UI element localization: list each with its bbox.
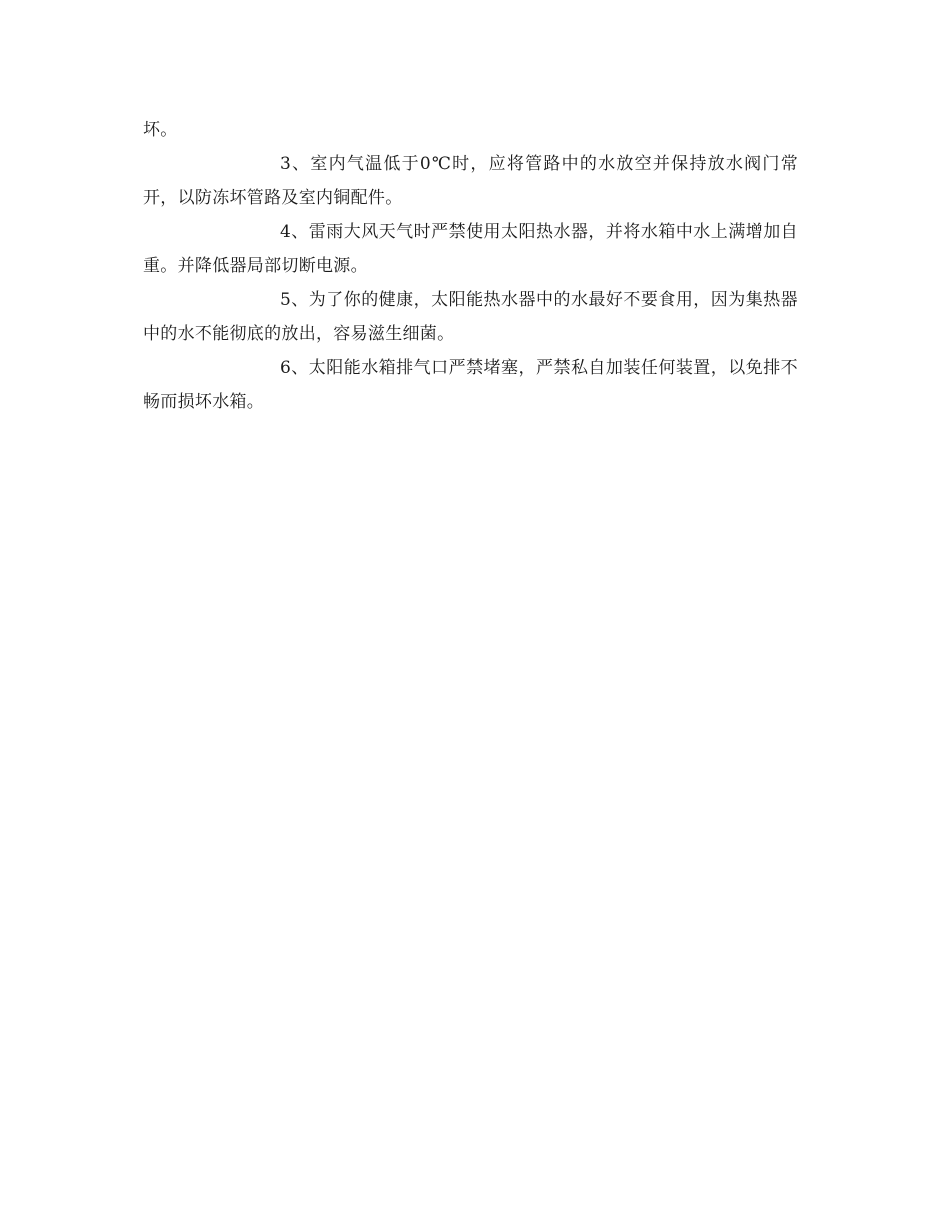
paragraph-item-6: 6、太阳能水箱排气口严禁堵塞，严禁私自加装任何装置，以免排不畅而损坏水箱。 (143, 358, 798, 412)
paragraph-item-4: 4、雷雨大风天气时严禁使用太阳热水器，并将水箱中水上满增加自重。并降低器局部切断电源。 (143, 222, 798, 276)
document-body (143, 113, 798, 419)
paragraph-continuation: 坏。 (143, 120, 178, 140)
paragraph-item-5: 5、为了你的健康，太阳能热水器中的水最好不要食用，因为集热器中的水不能彻底的放出，容易滋生细菌。 (143, 290, 798, 344)
paragraph-item-3: 3、室内气温低于0℃时，应将管路中的水放空并保持放水阀门常开，以防冻坏管路及室内铜配件。 (143, 154, 798, 208)
